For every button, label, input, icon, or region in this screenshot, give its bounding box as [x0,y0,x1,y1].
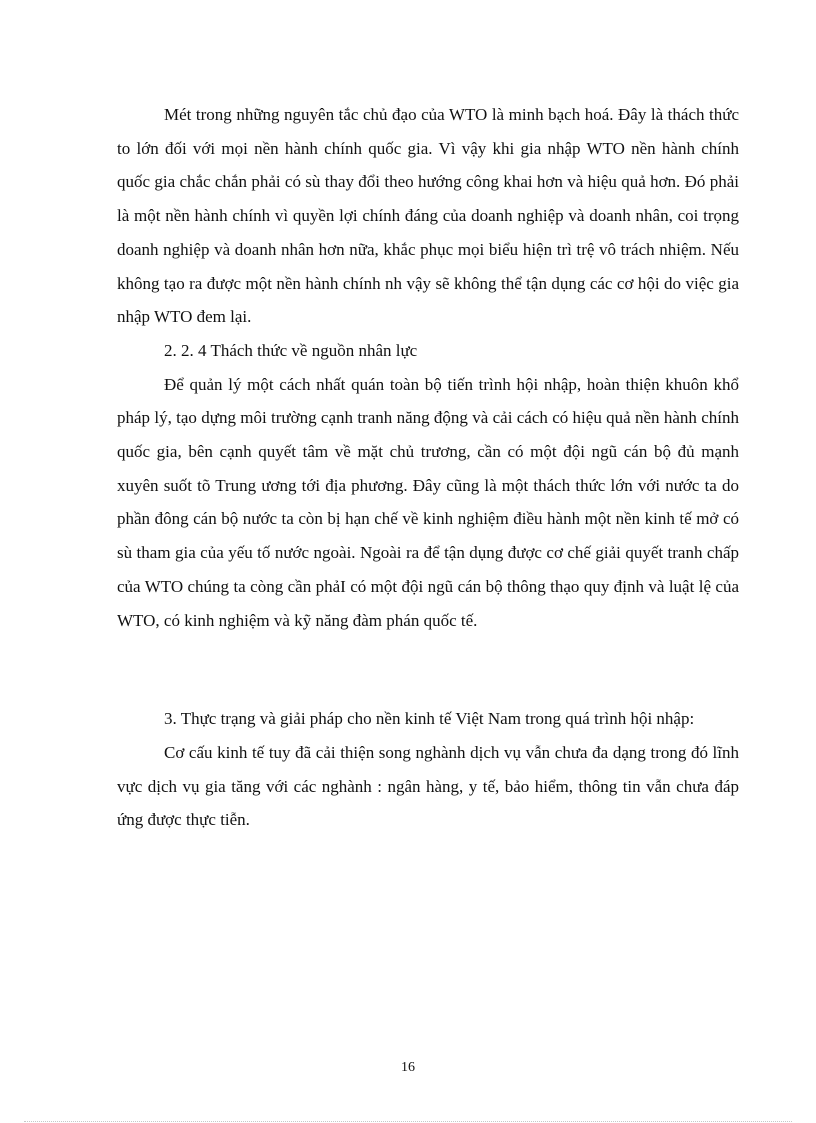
page-bottom-edge [24,1121,792,1122]
section-spacer [117,637,739,702]
paragraph-human-resources: Để quản lý một cách nhất quán toàn bộ tiến trình hội nhập, hoàn thiện khuôn khổ pháp lý, tạo dựng môi trường cạnh tranh năng động và cải cách có hiệu quả nền hành chính quốc gia, bên cạnh quyết tâm về mặt chủ trương, cần có một đội ngũ cán bộ đủ mạnh xuyên suốt tõ Trung ương tới địa phương. Đây cũng là một thách thức lớn với nước ta do phần đông cán bộ nước ta còn bị hạn chế về kinh nghiệm điều hành một nền kinh tế mở có sù tham gia của yếu tố nước ngoài. Ngoài ra để tận dụng được cơ chế giải quyết tranh chấp của WTO chúng ta còng cần phảI có một đội ngũ cán bộ thông thạo quy định và luật lệ của WTO, có kinh nghiệm và kỹ năng đàm phán quốc tế. [117,374,739,630]
page-number: 16 [401,1060,415,1075]
section-heading-human-resources: 2. 2. 4 Thách thức về nguồn nhân lực [164,340,418,360]
section-heading-current-situation: 3. Thực trạng và giải pháp cho nền kinh tế Việt Nam trong quá trình hội nhập: [164,709,695,729]
paragraph-economic-structure: Cơ cấu kinh tế tuy đã cải thiện song nghành dịch vụ vẫn chưa đa dạng trong đó lĩnh vực dịch vụ gia tăng với các nghành : ngân hàng, y tế, bảo hiểm, thông tin vẫn chưa đáp ứng được thực tiễn. [117,742,739,830]
document-body [117,98,739,837]
paragraph-transparency-challenge: Mét trong những nguyên tắc chủ đạo của WTO là minh bạch hoá. Đây là thách thức to lớn đối với mọi nền hành chính quốc gia. Vì vậy khi gia nhập WTO nền hành chính quốc gia chắc chắn phải có sù thay đổi theo hướng công khai hơn và hiệu quả hơn. Đó phải là một nền hành chính vì quyền lợi chính đáng của doanh nghiệp và doanh nhân, coi trọng doanh nghiệp và doanh nhân hơn nữa, khắc phục mọi biểu hiện trì trệ vô trách nhiệm. Nếu không tạo ra được một nền hành chính nh vậy sẽ không thể tận dụng các cơ hội do việc gia nhập WTO đem lại. [117,105,739,327]
